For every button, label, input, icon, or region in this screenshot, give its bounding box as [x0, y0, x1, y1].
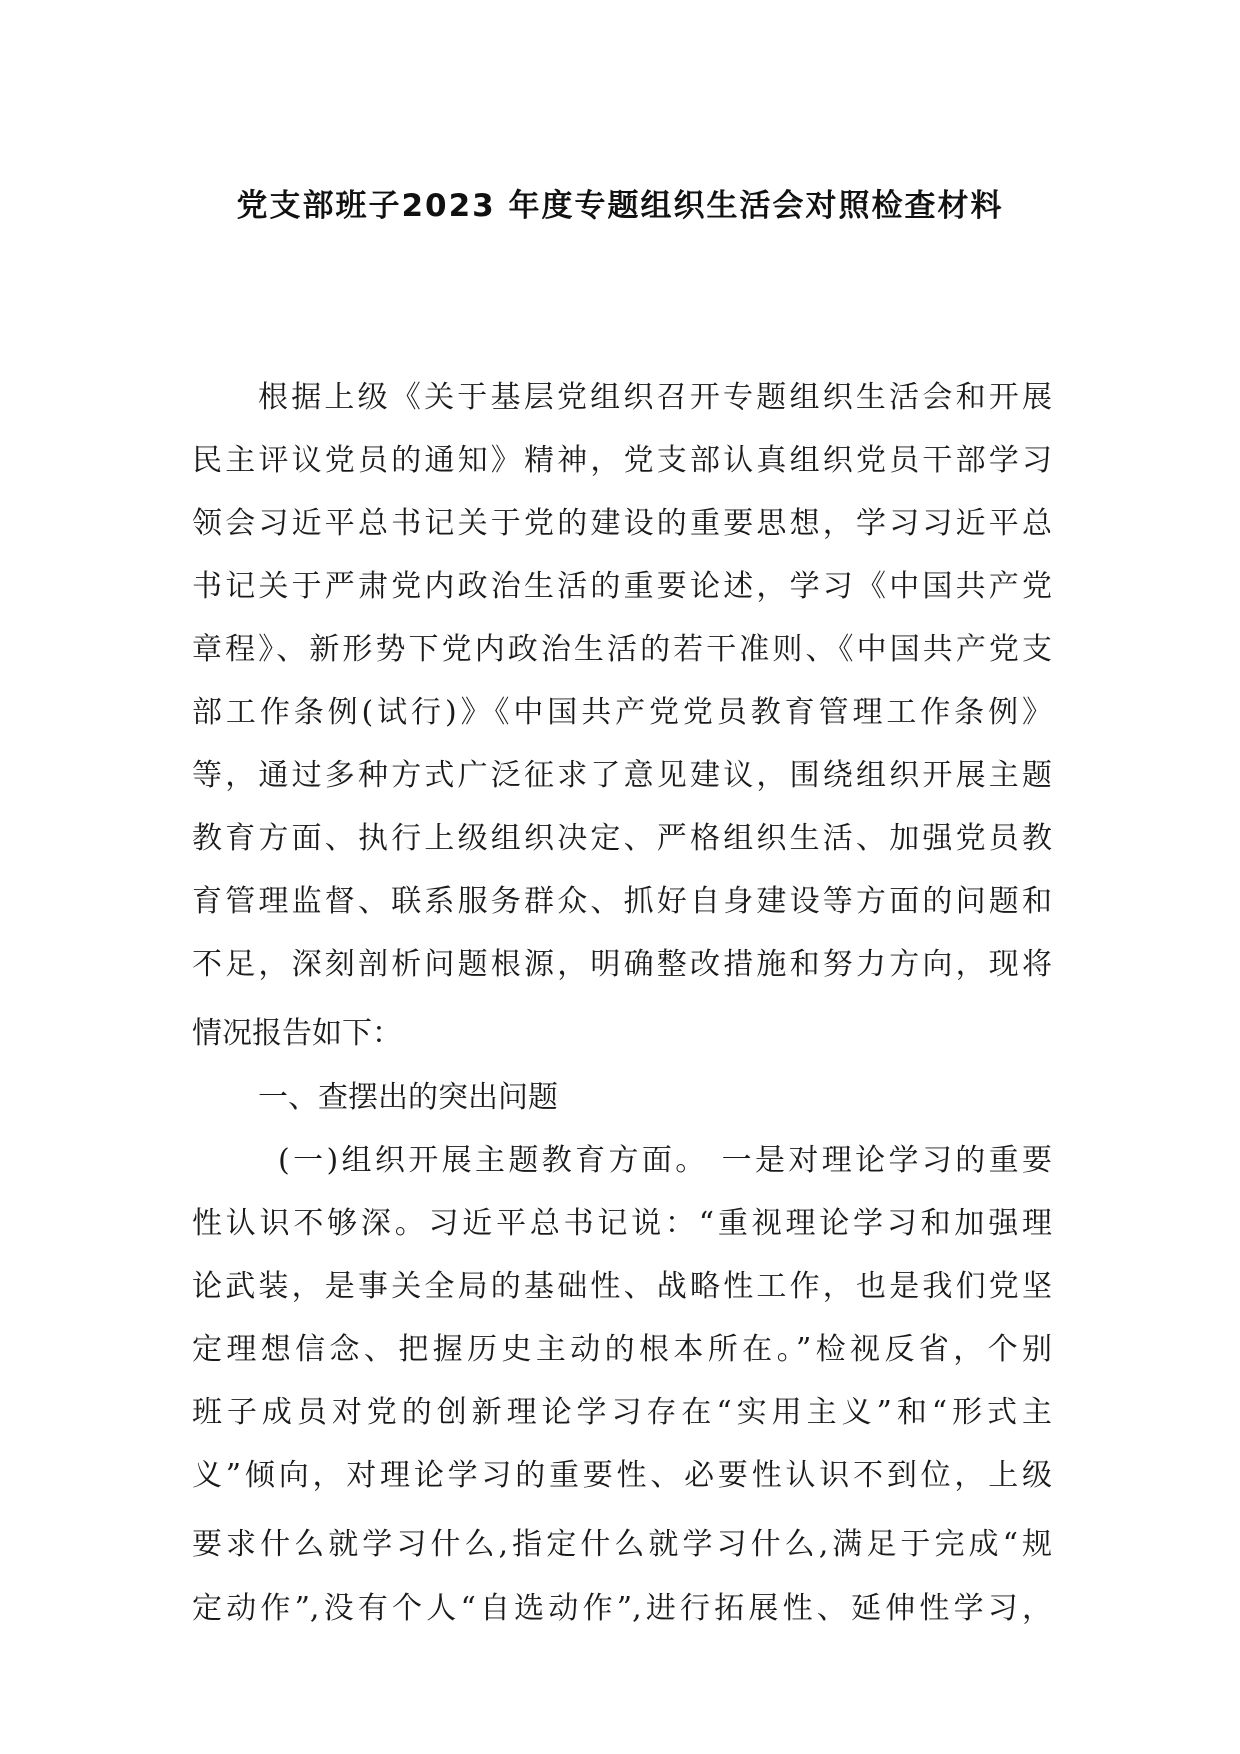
paragraph-line: 育管理监督、联系服务群众、抓好自身建设等方面的问题和 [192, 884, 1052, 919]
paragraph-line: 论武装，是事关全局的基础性、战略性工作，也是我们党坚 [192, 1269, 1052, 1304]
paragraph-line: 定动作”,没有个人“自选动作”,进行拓展性、延伸性学习， [192, 1591, 1052, 1626]
subsection-heading-line: (一)组织开展主题教育方面。 一是对理论学习的重要 [278, 1143, 1052, 1178]
paragraph-line: 书记关于严肃党内政治生活的重要论述，学习《中国共产党 [192, 569, 1052, 604]
paragraph-line: 章程》、新形势下党内政治生活的若干准则、《中国共产党支 [192, 632, 1052, 667]
paragraph-line: 班子成员对党的创新理论学习存在“实用主义”和“形式主 [192, 1395, 1052, 1430]
section-heading: 一、查摆出的突出问题 [258, 1080, 558, 1115]
paragraph-line: 情况报告如下： [192, 1016, 402, 1051]
paragraph-line: 等，通过多种方式广泛征求了意见建议，围绕组织开展主题 [192, 758, 1052, 793]
paragraph-line: 义”倾向，对理论学习的重要性、必要性认识不到位，上级 [192, 1458, 1052, 1493]
paragraph-line: 性认识不够深。习近平总书记说：“重视理论学习和加强理 [192, 1206, 1052, 1241]
document-title: 党支部班子2023 年度专题组织生活会对照检查材料 [236, 188, 1004, 224]
paragraph-line: 领会习近平总书记关于党的建设的重要思想，学习习近平总 [192, 506, 1052, 541]
paragraph-line: 定理想信念、把握历史主动的根本所在。”检视反省，个别 [192, 1332, 1052, 1367]
document-body [192, 366, 1052, 1640]
paragraph-line: 根据上级《关于基层党组织召开专题组织生活会和开展 [258, 380, 1052, 415]
paragraph-line: 要求什么就学习什么,指定什么就学习什么,满足于完成“规 [192, 1527, 1052, 1562]
paragraph-line: 部工作条例(试行)》《中国共产党党员教育管理工作条例》 [192, 695, 1052, 730]
paragraph-line: 教育方面、执行上级组织决定、严格组织生活、加强党员教 [192, 821, 1052, 856]
paragraph-line: 民主评议党员的通知》精神，党支部认真组织党员干部学习 [192, 443, 1052, 478]
paragraph-line: 不足，深刻剖析问题根源，明确整改措施和努力方向，现将 [192, 947, 1052, 982]
